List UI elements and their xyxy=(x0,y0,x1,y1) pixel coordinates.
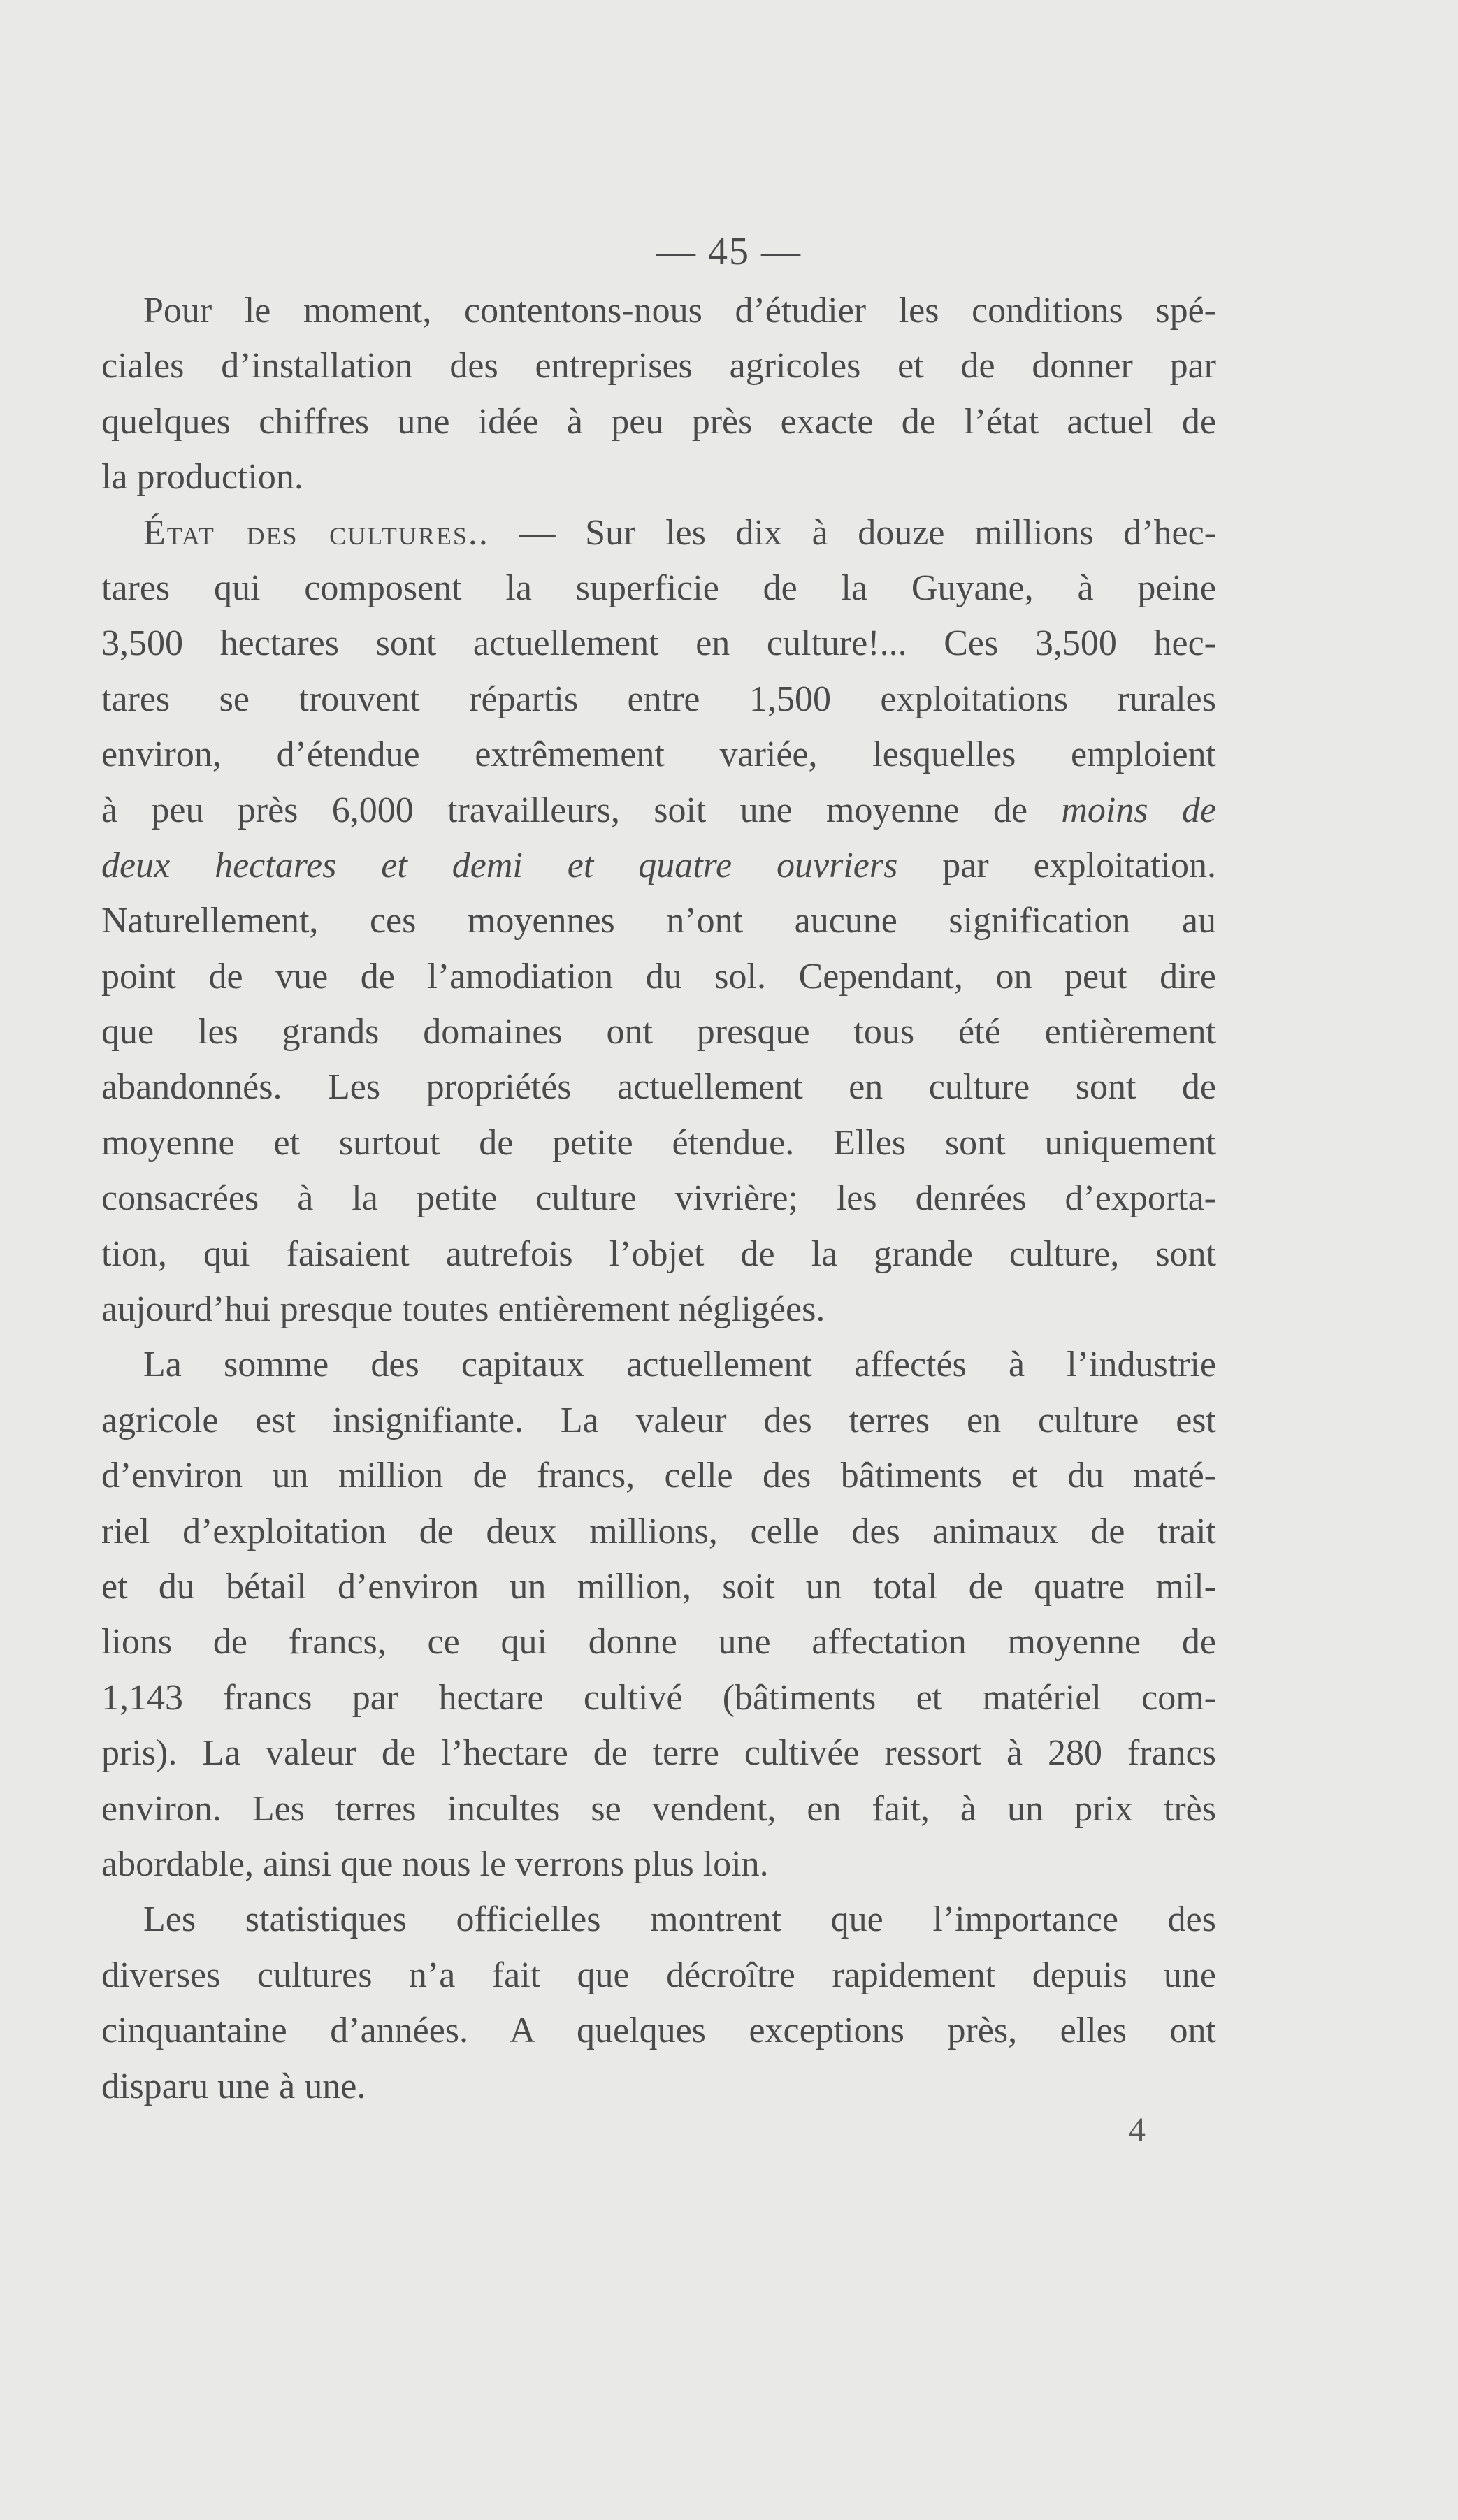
text-line: riel d’exploitation de deux millions, celle des animaux de trait xyxy=(101,1511,1216,1551)
page-number: — 45 — xyxy=(656,230,802,273)
text-line: diverses cultures n’a fait que décroître rapidement depuis une xyxy=(101,1955,1216,1995)
italic-text: deux hectares et demi et quatre ouvriers xyxy=(101,845,898,885)
text-line xyxy=(101,783,1216,838)
text-line: abordable, ainsi que nous le verrons plus loin. xyxy=(101,1844,769,1884)
text-line: La somme des capitaux actuellement affectés à l’industrie xyxy=(143,1345,1216,1385)
text-line: la production. xyxy=(101,457,303,498)
text-line: que les grands domaines ont presque tous été entièrement xyxy=(101,1012,1216,1052)
text-fragment: — Sur les dix à douze millions d’hec- xyxy=(489,512,1217,553)
text-line xyxy=(101,505,1216,560)
text-line: Les statistiques officielles montrent que l’importance des xyxy=(143,1899,1216,1940)
text-line: environ, d’étendue extrêmement variée, lesquelles emploient xyxy=(101,734,1216,775)
text-line: tares qui composent la superficie de la Guyane, à peine xyxy=(101,567,1216,608)
text-line: point de vue de l’amodiation du sol. Cependant, on peut dire xyxy=(101,956,1216,997)
text-line: pris). La valeur de l’hectare de terre cultivée ressort à 280 francs xyxy=(101,1733,1216,1774)
text-line: tion, qui faisaient autrefois l’objet de la grande culture, sont xyxy=(101,1233,1216,1274)
text-fragment: à peu près 6,000 travailleurs, soit une moyenne de xyxy=(101,790,1062,830)
text-line: tares se trouvent répartis entre 1,500 exploitations rurales xyxy=(101,679,1216,719)
text-line: Pour le moment, contentons-nous d’étudier les conditions spé- xyxy=(143,291,1216,331)
text-line: d’environ un million de francs, celle des bâtiments et du maté- xyxy=(101,1456,1216,1496)
text-line: quelques chiffres une idée à peu près exacte de l’état actuel de xyxy=(101,401,1216,442)
text-line: disparu une à une. xyxy=(101,2066,366,2106)
text-line: consacrées à la petite culture vivrière; les denrées d’exporta- xyxy=(101,1178,1216,1219)
text-line: moyenne et surtout de petite étendue. Elles sont uniquement xyxy=(101,1122,1216,1163)
text-line: agricole est insignifiante. La valeur des terres en culture est xyxy=(101,1400,1216,1440)
text-line: ciales d’installation des entreprises agricoles et de donner par xyxy=(101,346,1216,386)
body-text xyxy=(101,283,1216,2114)
section-heading: État des cultures.. xyxy=(143,512,489,553)
signature-mark: 4 xyxy=(1129,2111,1146,2148)
text-line: abandonnés. Les propriétés actuellement en culture sont de xyxy=(101,1067,1216,1108)
text-line: Naturellement, ces moyennes n’ont aucune signification au xyxy=(101,901,1216,941)
text-fragment: par exploitation. xyxy=(897,845,1216,885)
text-line: et du bétail d’environ un million, soit un total de quatre mil- xyxy=(101,1566,1216,1607)
text-line: cinquantaine d’années. A quelques exceptions près, elles ont xyxy=(101,2011,1216,2051)
text-line: environ. Les terres incultes se vendent, en fait, à un prix très xyxy=(101,1788,1216,1829)
text-line: aujourd’hui presque toutes entièrement négligées. xyxy=(101,1289,825,1330)
text-line: 3,500 hectares sont actuellement en culture!... Ces 3,500 hec- xyxy=(101,623,1216,664)
text-line xyxy=(101,838,1216,893)
text-line: lions de francs, ce qui donne une affectation moyenne de xyxy=(101,1622,1216,1663)
text-line: 1,143 francs par hectare cultivé (bâtiments et matériel com- xyxy=(101,1677,1216,1718)
italic-text: moins de xyxy=(1061,790,1216,830)
